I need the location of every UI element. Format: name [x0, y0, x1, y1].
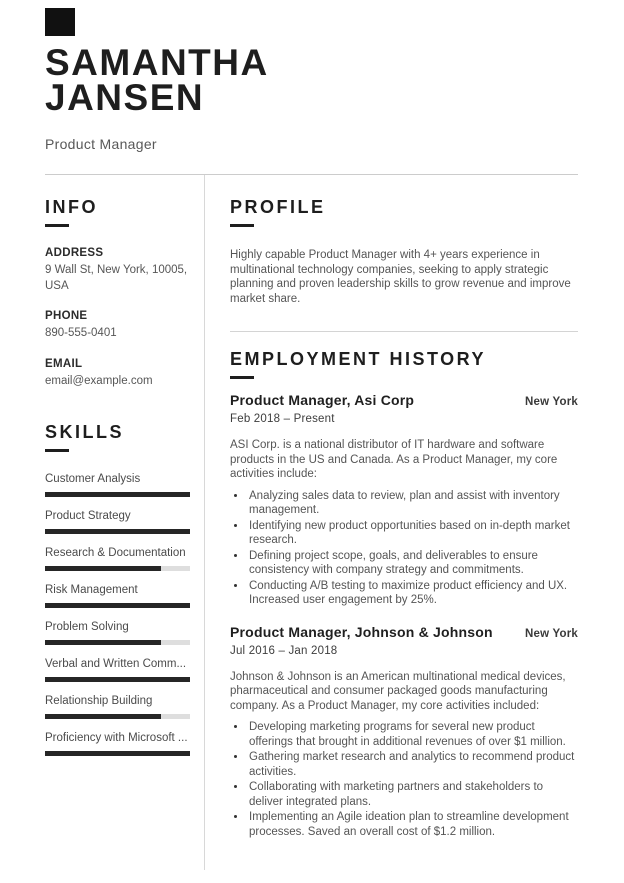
skill-label: Problem Solving [45, 621, 129, 633]
skill-bar-fill [45, 529, 190, 534]
job-bullet: • Identifying new product opportunities based on in-depth market research. [247, 519, 578, 548]
section-divider [230, 331, 578, 332]
skill-item [45, 583, 189, 608]
info-field-label: PHONE [45, 310, 88, 322]
job-bullet: • Analyzing sales data to review, plan and assist with inventory management. [247, 489, 578, 518]
person-name-line2: JANSEN [45, 77, 205, 118]
logo-square-icon [45, 8, 75, 36]
profile-section-title: PROFILE [230, 197, 326, 217]
job-bullet-list [230, 720, 578, 839]
job-bullet: • Conducting A/B testing to maximize product efficiency and UX. Increased user engagement by 25%. [247, 579, 578, 608]
job-header [230, 392, 578, 408]
job-header [230, 624, 578, 640]
skill-item [45, 731, 189, 756]
person-name-line1: SAMANTHA [45, 42, 269, 83]
skill-bar-fill [45, 492, 190, 497]
job-bullet: • Implementing an Agile ideation plan to streamline development processes. Saved an overall cost of $1.2 million. [247, 810, 578, 839]
section-title-underline [45, 224, 69, 227]
job-bullet: • Collaborating with marketing partners and stakeholders to deliver integrated plans. [247, 780, 578, 809]
skill-bar-fill [45, 677, 190, 682]
skill-bar [45, 751, 190, 756]
info-field-label: EMAIL [45, 357, 83, 370]
skill-bar-fill [45, 566, 161, 571]
job-summary: ASI Corp. is a national distributor of IT hardware and software products in the US and Canada. As a Product Manager, my core activities include: [230, 439, 558, 480]
job-dates: Feb 2018 – Present [230, 413, 335, 425]
job-location: New York [525, 396, 578, 408]
skill-item [45, 472, 189, 497]
skill-label: Relationship Building [45, 695, 153, 707]
skill-bar [45, 492, 190, 497]
content-columns [45, 175, 578, 870]
info-field-email [45, 357, 189, 390]
skill-bar-fill [45, 603, 190, 608]
section-title-underline [230, 376, 254, 379]
skill-list [45, 472, 189, 756]
skill-bar [45, 603, 190, 608]
profile-section [230, 197, 578, 306]
info-field-label: ADDRESS [45, 247, 104, 259]
person-job-title: Product Manager [45, 136, 157, 152]
job-entry [230, 624, 578, 840]
employment-section [230, 349, 578, 839]
skill-bar [45, 714, 190, 719]
skill-label: Verbal and Written Comm... [45, 658, 187, 670]
job-title: Product Manager, Johnson & Johnson [230, 623, 493, 640]
info-section-title: INFO [45, 197, 98, 217]
skill-item [45, 620, 189, 645]
section-title-underline [45, 449, 69, 452]
skill-item [45, 694, 189, 719]
job-bullet-list [230, 489, 578, 608]
info-fields [45, 246, 189, 389]
job-title: Product Manager, Asi Corp [230, 392, 415, 408]
job-dates: Jul 2016 – Jan 2018 [230, 644, 338, 657]
info-section [45, 197, 189, 389]
info-field-value: 890-555-0401 [45, 327, 117, 339]
skill-item [45, 509, 189, 534]
skill-label: Customer Analysis [45, 473, 141, 485]
job-entry [230, 392, 578, 608]
skill-label: Risk Management [45, 584, 138, 596]
info-field-value: 9 Wall St, New York, 10005, USA [45, 264, 188, 292]
skill-bar [45, 677, 190, 682]
skill-label: Product Strategy [45, 510, 131, 522]
sidebar [45, 175, 205, 870]
skill-item [45, 546, 189, 571]
skills-section [45, 422, 189, 756]
skill-bar [45, 529, 190, 534]
profile-text: Highly capable Product Manager with 4+ years experience in multinational technology companies, seeking to apply strategic planning and proven leadership skills to grow revenue and improve market share. [230, 249, 571, 305]
skills-section-title: SKILLS [45, 422, 125, 442]
skill-bar-fill [45, 714, 161, 719]
skill-bar-fill [45, 640, 161, 645]
skill-bar [45, 566, 190, 571]
skill-item [45, 657, 189, 682]
section-title-underline [230, 224, 254, 227]
skill-label: Research & Documentation [45, 547, 186, 559]
main-column [205, 175, 578, 870]
skill-bar-fill [45, 751, 190, 756]
job-bullet: • Defining project scope, goals, and deliverables to ensure consistency with company strategy and commitments. [247, 549, 578, 578]
skill-label: Proficiency with Microsoft ... [45, 732, 188, 744]
job-summary: Johnson & Johnson is an American multinational medical devices, pharmaceutical and consumer packaged goods manufacturing company. As a Product Manager, my core activities included: [230, 670, 566, 712]
employment-section-title: EMPLOYMENT HISTORY [230, 349, 487, 369]
job-bullet: • Developing marketing programs for several new product offerings that brought in additional revenues of over $1 million. [247, 720, 578, 749]
skill-bar [45, 640, 190, 645]
info-field-address [45, 246, 189, 294]
job-location: New York [525, 627, 578, 640]
info-field-phone [45, 309, 189, 342]
info-field-value: email@example.com [45, 374, 153, 387]
job-bullet: • Gathering market research and analytics to recommend product activities. [247, 750, 578, 779]
person-name [45, 42, 578, 118]
resume-header [0, 0, 624, 152]
